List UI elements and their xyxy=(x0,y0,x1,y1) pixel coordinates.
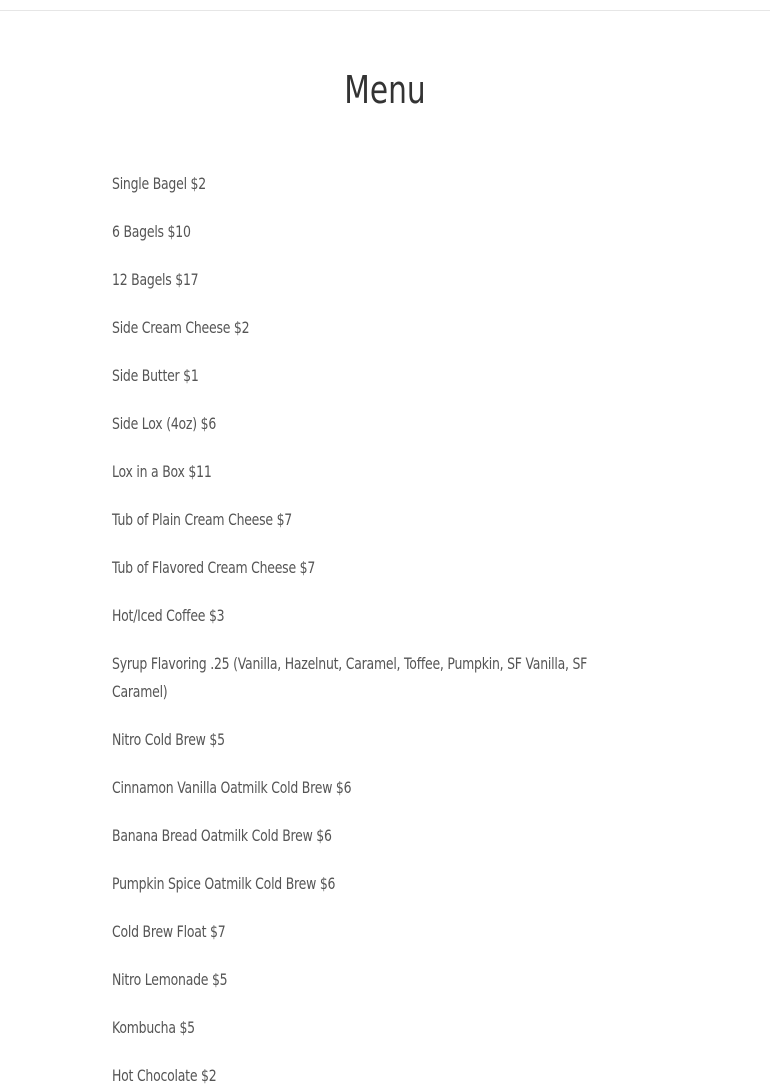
menu-item-text: Lox in a Box $11 xyxy=(112,462,212,481)
menu-item-text: 6 Bagels $10 xyxy=(112,222,191,241)
menu-item-text: Tub of Flavored Cream Cheese $7 xyxy=(112,558,316,577)
menu-item-text: Banana Bread Oatmilk Cold Brew $6 xyxy=(112,826,332,845)
menu-item-text: Hot Chocolate $2 xyxy=(112,1066,217,1085)
menu-item-side-butter xyxy=(112,362,612,390)
menu-list xyxy=(112,170,612,1091)
page-title: Menu xyxy=(344,68,426,112)
menu-item-12-bagels xyxy=(112,266,612,294)
menu-item-nitro-lemonade xyxy=(112,966,612,994)
menu-item-banana-bread-oatmilk-cold-brew xyxy=(112,822,612,850)
menu-item-kombucha xyxy=(112,1014,612,1042)
header-divider xyxy=(0,10,770,11)
menu-item-nitro-cold-brew xyxy=(112,726,612,754)
menu-item-text: Kombucha $5 xyxy=(112,1018,195,1037)
menu-item-text: Cold Brew Float $7 xyxy=(112,922,226,941)
menu-item-text: Syrup Flavoring .25 (Vanilla, Hazelnut, Caramel, Toffee, Pumpkin, SF Vanilla, SF Caramel) xyxy=(112,654,588,701)
menu-item-text: Single Bagel $2 xyxy=(112,174,206,193)
menu-item-text: Nitro Lemonade $5 xyxy=(112,970,228,989)
menu-item-tub-plain-cream-cheese xyxy=(112,506,612,534)
menu-item-lox-in-a-box xyxy=(112,458,612,486)
menu-item-single-bagel xyxy=(112,170,612,198)
menu-item-6-bagels xyxy=(112,218,612,246)
menu-item-text: Pumpkin Spice Oatmilk Cold Brew $6 xyxy=(112,874,336,893)
menu-item-side-lox xyxy=(112,410,612,438)
menu-item-text: Side Lox (4oz) $6 xyxy=(112,414,217,433)
menu-item-text: Cinnamon Vanilla Oatmilk Cold Brew $6 xyxy=(112,778,352,797)
menu-item-tub-flavored-cream-cheese xyxy=(112,554,612,582)
menu-item-text: Nitro Cold Brew $5 xyxy=(112,730,225,749)
menu-item-syrup-flavoring xyxy=(112,650,612,706)
menu-item-text: Side Cream Cheese $2 xyxy=(112,318,250,337)
menu-item-side-cream-cheese xyxy=(112,314,612,342)
menu-item-text: Hot/Iced Coffee $3 xyxy=(112,606,225,625)
menu-item-pumpkin-spice-oatmilk-cold-brew xyxy=(112,870,612,898)
menu-item-text: Tub of Plain Cream Cheese $7 xyxy=(112,510,292,529)
menu-item-cold-brew-float xyxy=(112,918,612,946)
menu-item-text: 12 Bagels $17 xyxy=(112,270,199,289)
menu-item-hot-iced-coffee xyxy=(112,602,612,630)
menu-item-hot-chocolate xyxy=(112,1062,612,1090)
menu-item-cinnamon-vanilla-oatmilk-cold-brew xyxy=(112,774,612,802)
menu-item-text: Side Butter $1 xyxy=(112,366,199,385)
